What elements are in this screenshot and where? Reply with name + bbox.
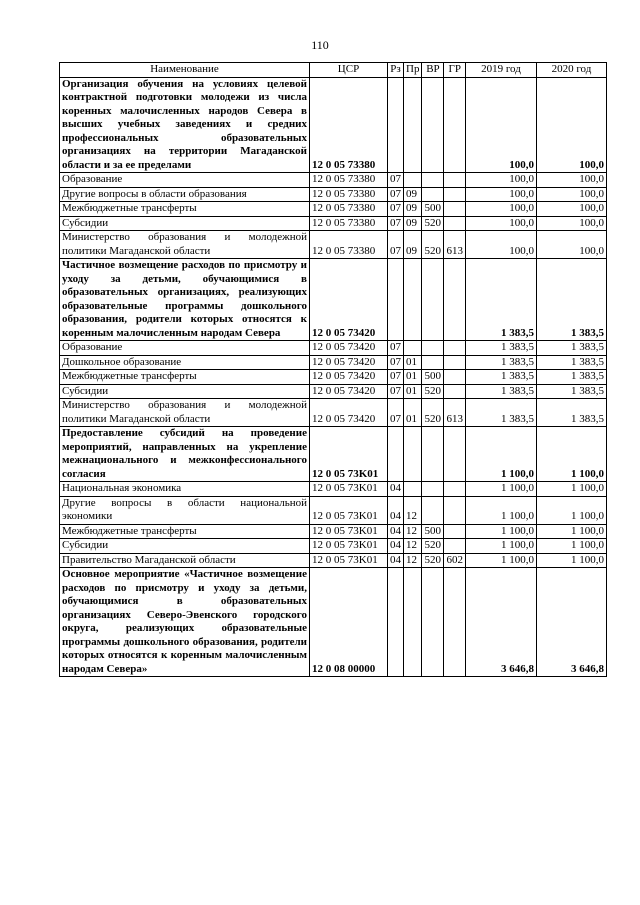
cell-rz: 04 (388, 496, 404, 524)
cell-name: Частичное возмещение расходов по присмотру и уходу за детьми, обучающимися в образовательных организациях, реализующих образовательные программы дошкольного образования, родители которых относятся к коренным малочисленным народам Севера (60, 259, 310, 341)
cell-csr: 12 0 05 73420 (310, 370, 388, 385)
cell-rz: 04 (388, 482, 404, 497)
cell-2020: 1 100,0 (536, 482, 606, 497)
cell-2019: 1 383,5 (465, 341, 536, 356)
cell-2019: 1 100,0 (465, 427, 536, 482)
cell-gr: 602 (444, 553, 466, 568)
cell-pr: 12 (404, 524, 422, 539)
cell-csr: 12 0 05 73420 (310, 399, 388, 427)
cell-rz: 07 (388, 399, 404, 427)
cell-rz: 07 (388, 370, 404, 385)
cell-gr (444, 568, 466, 677)
cell-name: Национальная экономика (60, 482, 310, 497)
cell-vr: 500 (422, 202, 444, 217)
cell-rz: 04 (388, 539, 404, 554)
cell-pr: 01 (404, 355, 422, 370)
header-rz: Рз (388, 63, 404, 78)
cell-rz: 04 (388, 553, 404, 568)
cell-vr: 500 (422, 370, 444, 385)
cell-pr (404, 77, 422, 173)
cell-2020: 100,0 (536, 216, 606, 231)
cell-2019: 1 100,0 (465, 524, 536, 539)
table-row (60, 553, 607, 568)
cell-pr: 12 (404, 496, 422, 524)
cell-2020: 1 383,5 (536, 399, 606, 427)
cell-name: Межбюджетные трансферты (60, 524, 310, 539)
cell-rz: 07 (388, 231, 404, 259)
cell-vr: 520 (422, 216, 444, 231)
cell-csr: 12 0 05 73420 (310, 259, 388, 341)
cell-2019: 1 383,5 (465, 259, 536, 341)
cell-gr (444, 355, 466, 370)
cell-csr: 12 0 05 73420 (310, 355, 388, 370)
cell-2020: 1 100,0 (536, 427, 606, 482)
table-row (60, 539, 607, 554)
cell-vr: 500 (422, 524, 444, 539)
header-vr: ВР (422, 63, 444, 78)
cell-csr: 12 0 05 73K01 (310, 482, 388, 497)
cell-gr: 613 (444, 231, 466, 259)
cell-2020: 100,0 (536, 77, 606, 173)
table-row (60, 370, 607, 385)
page-number: 110 (311, 38, 329, 52)
cell-gr (444, 370, 466, 385)
cell-pr (404, 427, 422, 482)
cell-gr (444, 384, 466, 399)
cell-name: Образование (60, 341, 310, 356)
cell-pr: 12 (404, 539, 422, 554)
cell-vr (422, 482, 444, 497)
cell-rz (388, 427, 404, 482)
cell-gr (444, 187, 466, 202)
table-row (60, 399, 607, 427)
cell-rz (388, 568, 404, 677)
header-csr: ЦСР (310, 63, 388, 78)
cell-csr: 12 0 05 73K01 (310, 539, 388, 554)
cell-rz: 07 (388, 173, 404, 188)
cell-name: Министерство образования и молодежной политики Магаданской области (60, 231, 310, 259)
cell-2019: 1 100,0 (465, 539, 536, 554)
cell-name: Субсидии (60, 539, 310, 554)
cell-vr (422, 77, 444, 173)
table-row (60, 427, 607, 482)
cell-vr: 520 (422, 231, 444, 259)
cell-vr (422, 187, 444, 202)
cell-pr: 09 (404, 231, 422, 259)
cell-2019: 100,0 (465, 216, 536, 231)
cell-vr: 520 (422, 539, 444, 554)
cell-csr: 12 0 05 73420 (310, 341, 388, 356)
cell-rz: 07 (388, 202, 404, 217)
cell-pr (404, 482, 422, 497)
cell-gr (444, 216, 466, 231)
cell-gr (444, 482, 466, 497)
cell-2020: 1 100,0 (536, 496, 606, 524)
cell-csr: 12 0 05 73K01 (310, 524, 388, 539)
cell-gr (444, 259, 466, 341)
cell-2019: 1 383,5 (465, 355, 536, 370)
cell-csr: 12 0 05 73380 (310, 77, 388, 173)
cell-2020: 100,0 (536, 231, 606, 259)
cell-vr (422, 259, 444, 341)
cell-2020: 100,0 (536, 187, 606, 202)
cell-name: Межбюджетные трансферты (60, 202, 310, 217)
cell-csr: 12 0 05 73380 (310, 187, 388, 202)
cell-name: Основное мероприятие «Частичное возмещение расходов по присмотру и уходу за детьми, обучающимися в образовательных организациях Северо-Эвенского городского округа, реализующих образовательные программы дошкольного образования, родители которых относятся к коренным малочисленным народам Севера» (60, 568, 310, 677)
cell-2020: 100,0 (536, 202, 606, 217)
cell-2019: 1 383,5 (465, 370, 536, 385)
header-2020: 2020 год (536, 63, 606, 78)
cell-name: Образование (60, 173, 310, 188)
table-row (60, 202, 607, 217)
cell-vr (422, 496, 444, 524)
cell-2019: 1 383,5 (465, 384, 536, 399)
table-row (60, 524, 607, 539)
cell-gr (444, 539, 466, 554)
cell-name: Субсидии (60, 216, 310, 231)
cell-gr (444, 341, 466, 356)
cell-csr: 12 0 05 73K01 (310, 427, 388, 482)
header-name: Наименование (60, 63, 310, 78)
cell-pr (404, 173, 422, 188)
cell-2020: 100,0 (536, 173, 606, 188)
cell-2019: 100,0 (465, 187, 536, 202)
cell-pr: 09 (404, 187, 422, 202)
table-row (60, 384, 607, 399)
cell-name: Межбюджетные трансферты (60, 370, 310, 385)
cell-pr (404, 568, 422, 677)
cell-gr (444, 202, 466, 217)
cell-csr: 12 0 05 73380 (310, 173, 388, 188)
cell-pr: 01 (404, 399, 422, 427)
cell-2020: 1 383,5 (536, 259, 606, 341)
cell-rz: 04 (388, 524, 404, 539)
cell-2020: 1 383,5 (536, 355, 606, 370)
cell-gr (444, 496, 466, 524)
cell-rz: 07 (388, 341, 404, 356)
cell-2019: 100,0 (465, 231, 536, 259)
cell-2019: 100,0 (465, 202, 536, 217)
header-2019: 2019 год (465, 63, 536, 78)
cell-rz: 07 (388, 355, 404, 370)
cell-rz (388, 77, 404, 173)
cell-vr: 520 (422, 384, 444, 399)
cell-2019: 1 100,0 (465, 553, 536, 568)
table-row (60, 77, 607, 173)
cell-vr (422, 355, 444, 370)
cell-vr (422, 427, 444, 482)
cell-rz: 07 (388, 384, 404, 399)
cell-2019: 1 383,5 (465, 399, 536, 427)
cell-name: Министерство образования и молодежной политики Магаданской области (60, 399, 310, 427)
cell-name: Правительство Магаданской области (60, 553, 310, 568)
cell-vr (422, 341, 444, 356)
cell-name: Субсидии (60, 384, 310, 399)
cell-csr: 12 0 05 73380 (310, 231, 388, 259)
cell-2020: 1 100,0 (536, 553, 606, 568)
table-row (60, 259, 607, 341)
table-row (60, 341, 607, 356)
cell-csr: 12 0 05 73K01 (310, 496, 388, 524)
cell-2020: 1 383,5 (536, 341, 606, 356)
cell-name: Дошкольное образование (60, 355, 310, 370)
cell-2020: 1 100,0 (536, 524, 606, 539)
cell-gr (444, 427, 466, 482)
cell-rz: 07 (388, 187, 404, 202)
cell-gr (444, 173, 466, 188)
cell-vr (422, 568, 444, 677)
table-row (60, 187, 607, 202)
header-gr: ГР (444, 63, 466, 78)
cell-2020: 1 383,5 (536, 384, 606, 399)
cell-pr: 09 (404, 216, 422, 231)
cell-2019: 100,0 (465, 77, 536, 173)
table-row (60, 496, 607, 524)
cell-pr (404, 341, 422, 356)
cell-2020: 1 100,0 (536, 539, 606, 554)
cell-name: Организация обучения на условиях целевой контрактной подготовки молодежи из числа коренных малочисленных народов Севера в высших учебных заведениях и средних профессиональных образовательных организациях на территории Магаданской области и за ее пределами (60, 77, 310, 173)
cell-vr: 520 (422, 399, 444, 427)
cell-pr: 01 (404, 370, 422, 385)
cell-vr (422, 173, 444, 188)
cell-pr (404, 259, 422, 341)
cell-pr: 12 (404, 553, 422, 568)
table-header-row (60, 63, 607, 78)
table-row (60, 216, 607, 231)
cell-name: Другие вопросы в области национальной экономики (60, 496, 310, 524)
cell-2020: 3 646,8 (536, 568, 606, 677)
cell-2019: 100,0 (465, 173, 536, 188)
cell-2019: 1 100,0 (465, 496, 536, 524)
table-body (60, 77, 607, 677)
table-row (60, 355, 607, 370)
budget-table (59, 62, 607, 677)
table-row (60, 568, 607, 677)
cell-pr: 01 (404, 384, 422, 399)
table-row (60, 482, 607, 497)
cell-vr: 520 (422, 553, 444, 568)
cell-2019: 1 100,0 (465, 482, 536, 497)
cell-rz (388, 259, 404, 341)
cell-2020: 1 383,5 (536, 370, 606, 385)
cell-name: Другие вопросы в области образования (60, 187, 310, 202)
cell-csr: 12 0 05 73380 (310, 202, 388, 217)
cell-csr: 12 0 05 73K01 (310, 553, 388, 568)
cell-name: Предоставление субсидий на проведение мероприятий, направленных на укрепление межнационального и межконфессионального согласия (60, 427, 310, 482)
cell-rz: 07 (388, 216, 404, 231)
table-row (60, 173, 607, 188)
cell-csr: 12 0 05 73380 (310, 216, 388, 231)
cell-pr: 09 (404, 202, 422, 217)
cell-csr: 12 0 08 00000 (310, 568, 388, 677)
header-pr: Пр (404, 63, 422, 78)
cell-gr (444, 77, 466, 173)
cell-gr (444, 524, 466, 539)
cell-2019: 3 646,8 (465, 568, 536, 677)
cell-gr: 613 (444, 399, 466, 427)
table-row (60, 231, 607, 259)
cell-csr: 12 0 05 73420 (310, 384, 388, 399)
